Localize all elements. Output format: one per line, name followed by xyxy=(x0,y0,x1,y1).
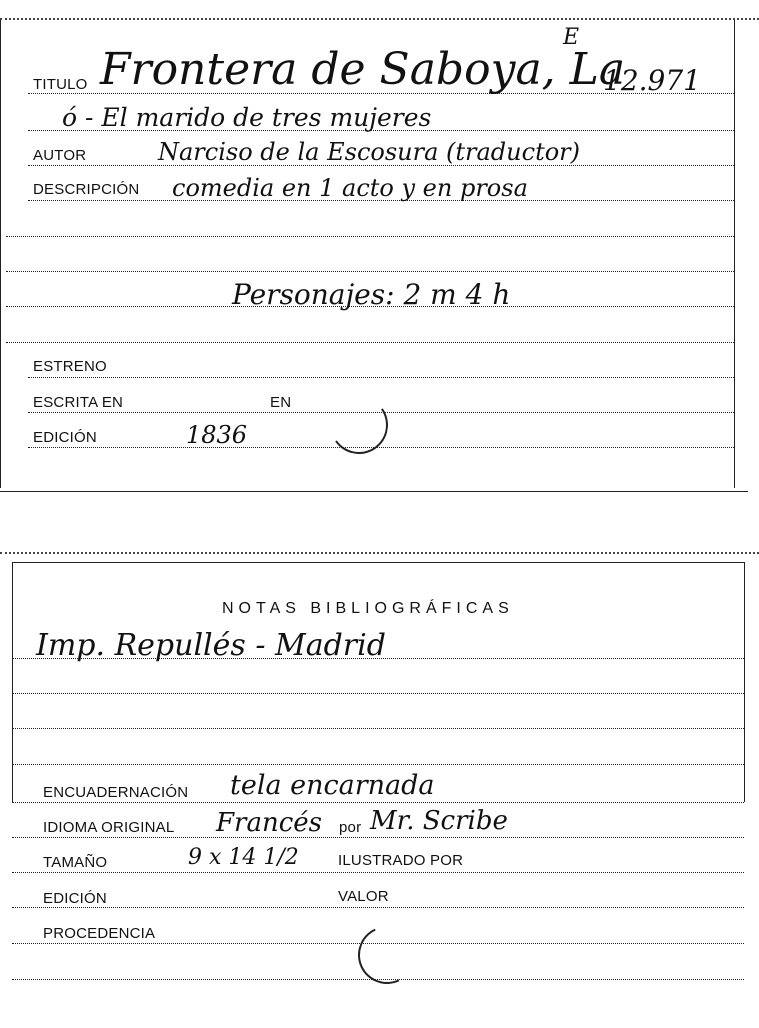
ruled-line xyxy=(6,271,734,272)
card-bottom-edge xyxy=(0,491,748,492)
handwritten-binding: tela encarnada xyxy=(230,770,435,801)
ruled-line xyxy=(28,377,734,378)
card-left-edge xyxy=(0,20,1,488)
ink-stamp-circle xyxy=(350,918,424,992)
ruled-line xyxy=(6,236,734,237)
card-top-edge xyxy=(0,552,759,554)
label-idioma-original: IDIOMA ORIGINAL xyxy=(43,819,175,836)
label-en: EN xyxy=(270,394,292,411)
ruled-line xyxy=(12,907,744,908)
card-left-edge xyxy=(12,562,13,802)
card-right-edge xyxy=(744,562,745,802)
card-top-edge xyxy=(0,18,759,20)
ruled-line xyxy=(12,764,744,765)
handwritten-edition-year: 1836 xyxy=(186,421,248,449)
label-autor: AUTOR xyxy=(33,147,87,164)
handwritten-description: comedia en 1 acto y en prosa xyxy=(172,174,528,202)
label-estreno: ESTRENO xyxy=(33,358,107,375)
ruled-line xyxy=(28,447,734,448)
ruled-line xyxy=(12,837,744,838)
notas-heading: NOTAS BIBLIOGRÁFICAS xyxy=(222,600,514,617)
handwritten-title: Frontera de Saboya, La xyxy=(100,44,626,95)
handwritten-original-author: Mr. Scribe xyxy=(370,806,508,836)
catalog-card-1 xyxy=(0,0,759,495)
handwritten-notes: Imp. Repullés - Madrid xyxy=(36,628,386,663)
ruled-line xyxy=(12,728,744,729)
label-edicion: EDICIÓN xyxy=(43,890,107,907)
label-ilustrado-por: ILUSTRADO POR xyxy=(338,852,464,869)
handwritten-language: Francés xyxy=(216,808,323,838)
ruled-line xyxy=(12,872,744,873)
handwritten-size: 9 x 14 1/2 xyxy=(188,845,299,870)
label-titulo: TITULO xyxy=(33,76,88,93)
handwritten-characters: Personajes: 2 m 4 h xyxy=(232,278,511,311)
label-encuadernacion: ENCUADERNACIÓN xyxy=(43,784,189,801)
label-escrita-en: ESCRITA EN xyxy=(33,394,124,411)
handwritten-title-mark: E xyxy=(563,25,580,50)
label-tamano: TAMAÑO xyxy=(43,854,108,871)
label-valor: VALOR xyxy=(338,888,389,905)
handwritten-subtitle: ó - El marido de tres mujeres xyxy=(62,103,432,132)
label-por: por xyxy=(339,819,362,836)
handwritten-number: 12.971 xyxy=(603,64,701,97)
ink-stamp-circle xyxy=(325,391,392,458)
card-inner-top xyxy=(12,562,744,563)
ruled-line xyxy=(6,342,734,343)
label-edicion: EDICIÓN xyxy=(33,429,97,446)
label-descripcion: DESCRIPCIÓN xyxy=(33,181,140,198)
card-right-edge xyxy=(734,20,735,488)
handwritten-author: Narciso de la Escosura (traductor) xyxy=(158,138,580,166)
label-procedencia: PROCEDENCIA xyxy=(43,925,156,942)
catalog-card-2 xyxy=(0,540,759,1028)
ruled-line xyxy=(12,693,744,694)
ruled-line xyxy=(12,802,744,803)
